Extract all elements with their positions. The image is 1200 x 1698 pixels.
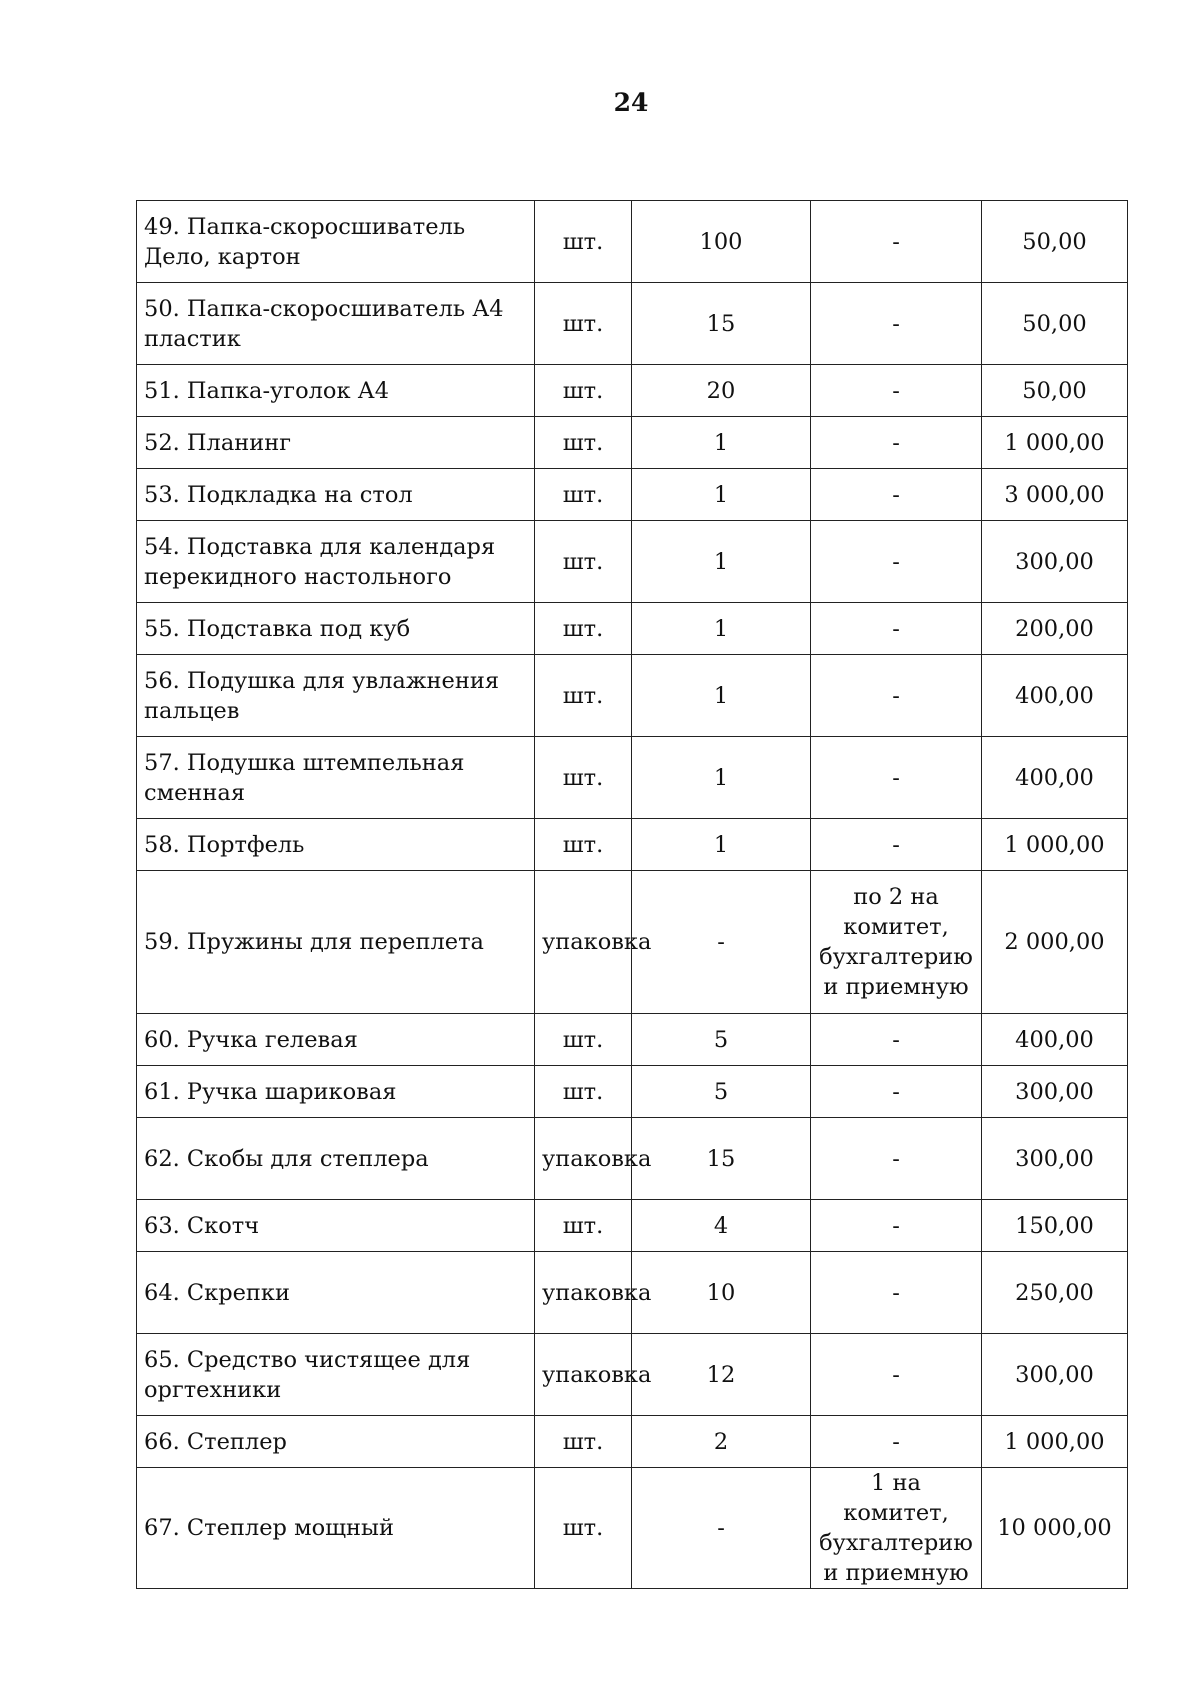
item-price: 50,00 xyxy=(982,365,1128,417)
table-row xyxy=(137,1066,1128,1118)
item-quantity: 1 xyxy=(632,655,811,737)
item-unit: шт. xyxy=(535,469,632,521)
item-note: - xyxy=(811,1200,982,1252)
item-note: - xyxy=(811,737,982,819)
item-name: 52. Планинг xyxy=(137,417,535,469)
table-row xyxy=(137,819,1128,871)
item-name: 59. Пружины для переплета xyxy=(137,871,535,1014)
table-row xyxy=(137,1200,1128,1252)
item-price: 50,00 xyxy=(982,283,1128,365)
table-row xyxy=(137,201,1128,283)
item-unit: шт. xyxy=(535,655,632,737)
item-name: 66. Степлер xyxy=(137,1416,535,1468)
item-unit: шт. xyxy=(535,417,632,469)
table-row xyxy=(137,1416,1128,1468)
item-name: 60. Ручка гелевая xyxy=(137,1014,535,1066)
item-quantity: - xyxy=(632,1468,811,1589)
item-note: - xyxy=(811,283,982,365)
item-quantity: 15 xyxy=(632,283,811,365)
item-note: - xyxy=(811,1118,982,1200)
item-unit: упаковка xyxy=(535,1118,632,1200)
item-name: 53. Подкладка на стол xyxy=(137,469,535,521)
table-row xyxy=(137,469,1128,521)
table-row xyxy=(137,1014,1128,1066)
item-name: 49. Папка-скоросшиватель Дело, картон xyxy=(137,201,535,283)
item-name: 64. Скрепки xyxy=(137,1252,535,1334)
item-unit: упаковка xyxy=(535,1334,632,1416)
item-name: 55. Подставка под куб xyxy=(137,603,535,655)
item-note: - xyxy=(811,1014,982,1066)
item-quantity: 1 xyxy=(632,469,811,521)
item-note: - xyxy=(811,417,982,469)
item-quantity: 20 xyxy=(632,365,811,417)
item-note: 1 на комитет, бухгалтерию и приемную xyxy=(811,1468,982,1589)
item-unit: шт. xyxy=(535,737,632,819)
item-note: - xyxy=(811,1252,982,1334)
item-price: 300,00 xyxy=(982,1334,1128,1416)
item-unit: шт. xyxy=(535,1014,632,1066)
item-quantity: 12 xyxy=(632,1334,811,1416)
page-number: 24 xyxy=(613,88,649,117)
table-row xyxy=(137,521,1128,603)
item-note: - xyxy=(811,1334,982,1416)
item-price: 400,00 xyxy=(982,655,1128,737)
item-price: 300,00 xyxy=(982,1066,1128,1118)
item-price: 1 000,00 xyxy=(982,819,1128,871)
item-price: 1 000,00 xyxy=(982,1416,1128,1468)
table-row xyxy=(137,365,1128,417)
item-unit: шт. xyxy=(535,819,632,871)
item-quantity: 1 xyxy=(632,819,811,871)
table-row xyxy=(137,871,1128,1014)
item-unit: упаковка xyxy=(535,871,632,1014)
table-row xyxy=(137,1468,1128,1589)
item-quantity: 100 xyxy=(632,201,811,283)
item-note: - xyxy=(811,521,982,603)
item-price: 50,00 xyxy=(982,201,1128,283)
item-unit: шт. xyxy=(535,1066,632,1118)
item-name: 58. Портфель xyxy=(137,819,535,871)
table-row xyxy=(137,655,1128,737)
item-price: 150,00 xyxy=(982,1200,1128,1252)
item-name: 51. Папка-уголок А4 xyxy=(137,365,535,417)
item-price: 200,00 xyxy=(982,603,1128,655)
table-row xyxy=(137,1334,1128,1416)
item-price: 3 000,00 xyxy=(982,469,1128,521)
item-unit: шт. xyxy=(535,365,632,417)
table-row xyxy=(137,1118,1128,1200)
item-name: 61. Ручка шариковая xyxy=(137,1066,535,1118)
item-unit: шт. xyxy=(535,1416,632,1468)
table-row xyxy=(137,283,1128,365)
item-note: - xyxy=(811,1066,982,1118)
item-unit: шт. xyxy=(535,521,632,603)
item-note: по 2 на комитет, бухгалтерию и приемную xyxy=(811,871,982,1014)
item-price: 10 000,00 xyxy=(982,1468,1128,1589)
table-row xyxy=(137,1252,1128,1334)
item-unit: шт. xyxy=(535,201,632,283)
item-quantity: 1 xyxy=(632,521,811,603)
item-price: 300,00 xyxy=(982,521,1128,603)
item-note: - xyxy=(811,603,982,655)
item-note: - xyxy=(811,655,982,737)
item-quantity: 1 xyxy=(632,603,811,655)
item-unit: шт. xyxy=(535,1200,632,1252)
item-name: 50. Папка-скоросшиватель А4 пластик xyxy=(137,283,535,365)
item-name: 67. Степлер мощный xyxy=(137,1468,535,1589)
item-quantity: 4 xyxy=(632,1200,811,1252)
supplies-table xyxy=(136,200,1128,1589)
item-price: 1 000,00 xyxy=(982,417,1128,469)
item-quantity: 2 xyxy=(632,1416,811,1468)
item-quantity: 5 xyxy=(632,1014,811,1066)
item-price: 400,00 xyxy=(982,737,1128,819)
item-note: - xyxy=(811,201,982,283)
item-unit: упаковка xyxy=(535,1252,632,1334)
item-unit: шт. xyxy=(535,1468,632,1589)
item-unit: шт. xyxy=(535,603,632,655)
item-note: - xyxy=(811,365,982,417)
item-quantity: 15 xyxy=(632,1118,811,1200)
item-quantity: - xyxy=(632,871,811,1014)
item-price: 250,00 xyxy=(982,1252,1128,1334)
item-name: 57. Подушка штемпельная сменная xyxy=(137,737,535,819)
item-name: 65. Средство чистящее для оргтехники xyxy=(137,1334,535,1416)
item-name: 56. Подушка для увлажнения пальцев xyxy=(137,655,535,737)
item-name: 62. Скобы для степлера xyxy=(137,1118,535,1200)
item-price: 300,00 xyxy=(982,1118,1128,1200)
item-note: - xyxy=(811,1416,982,1468)
item-unit: шт. xyxy=(535,283,632,365)
item-note: - xyxy=(811,819,982,871)
item-name: 63. Скотч xyxy=(137,1200,535,1252)
item-note: - xyxy=(811,469,982,521)
item-quantity: 5 xyxy=(632,1066,811,1118)
table-row xyxy=(137,603,1128,655)
table-row xyxy=(137,417,1128,469)
item-quantity: 10 xyxy=(632,1252,811,1334)
item-name: 54. Подставка для календаря перекидного настольного xyxy=(137,521,535,603)
item-quantity: 1 xyxy=(632,737,811,819)
item-price: 2 000,00 xyxy=(982,871,1128,1014)
item-quantity: 1 xyxy=(632,417,811,469)
table-row xyxy=(137,737,1128,819)
item-price: 400,00 xyxy=(982,1014,1128,1066)
